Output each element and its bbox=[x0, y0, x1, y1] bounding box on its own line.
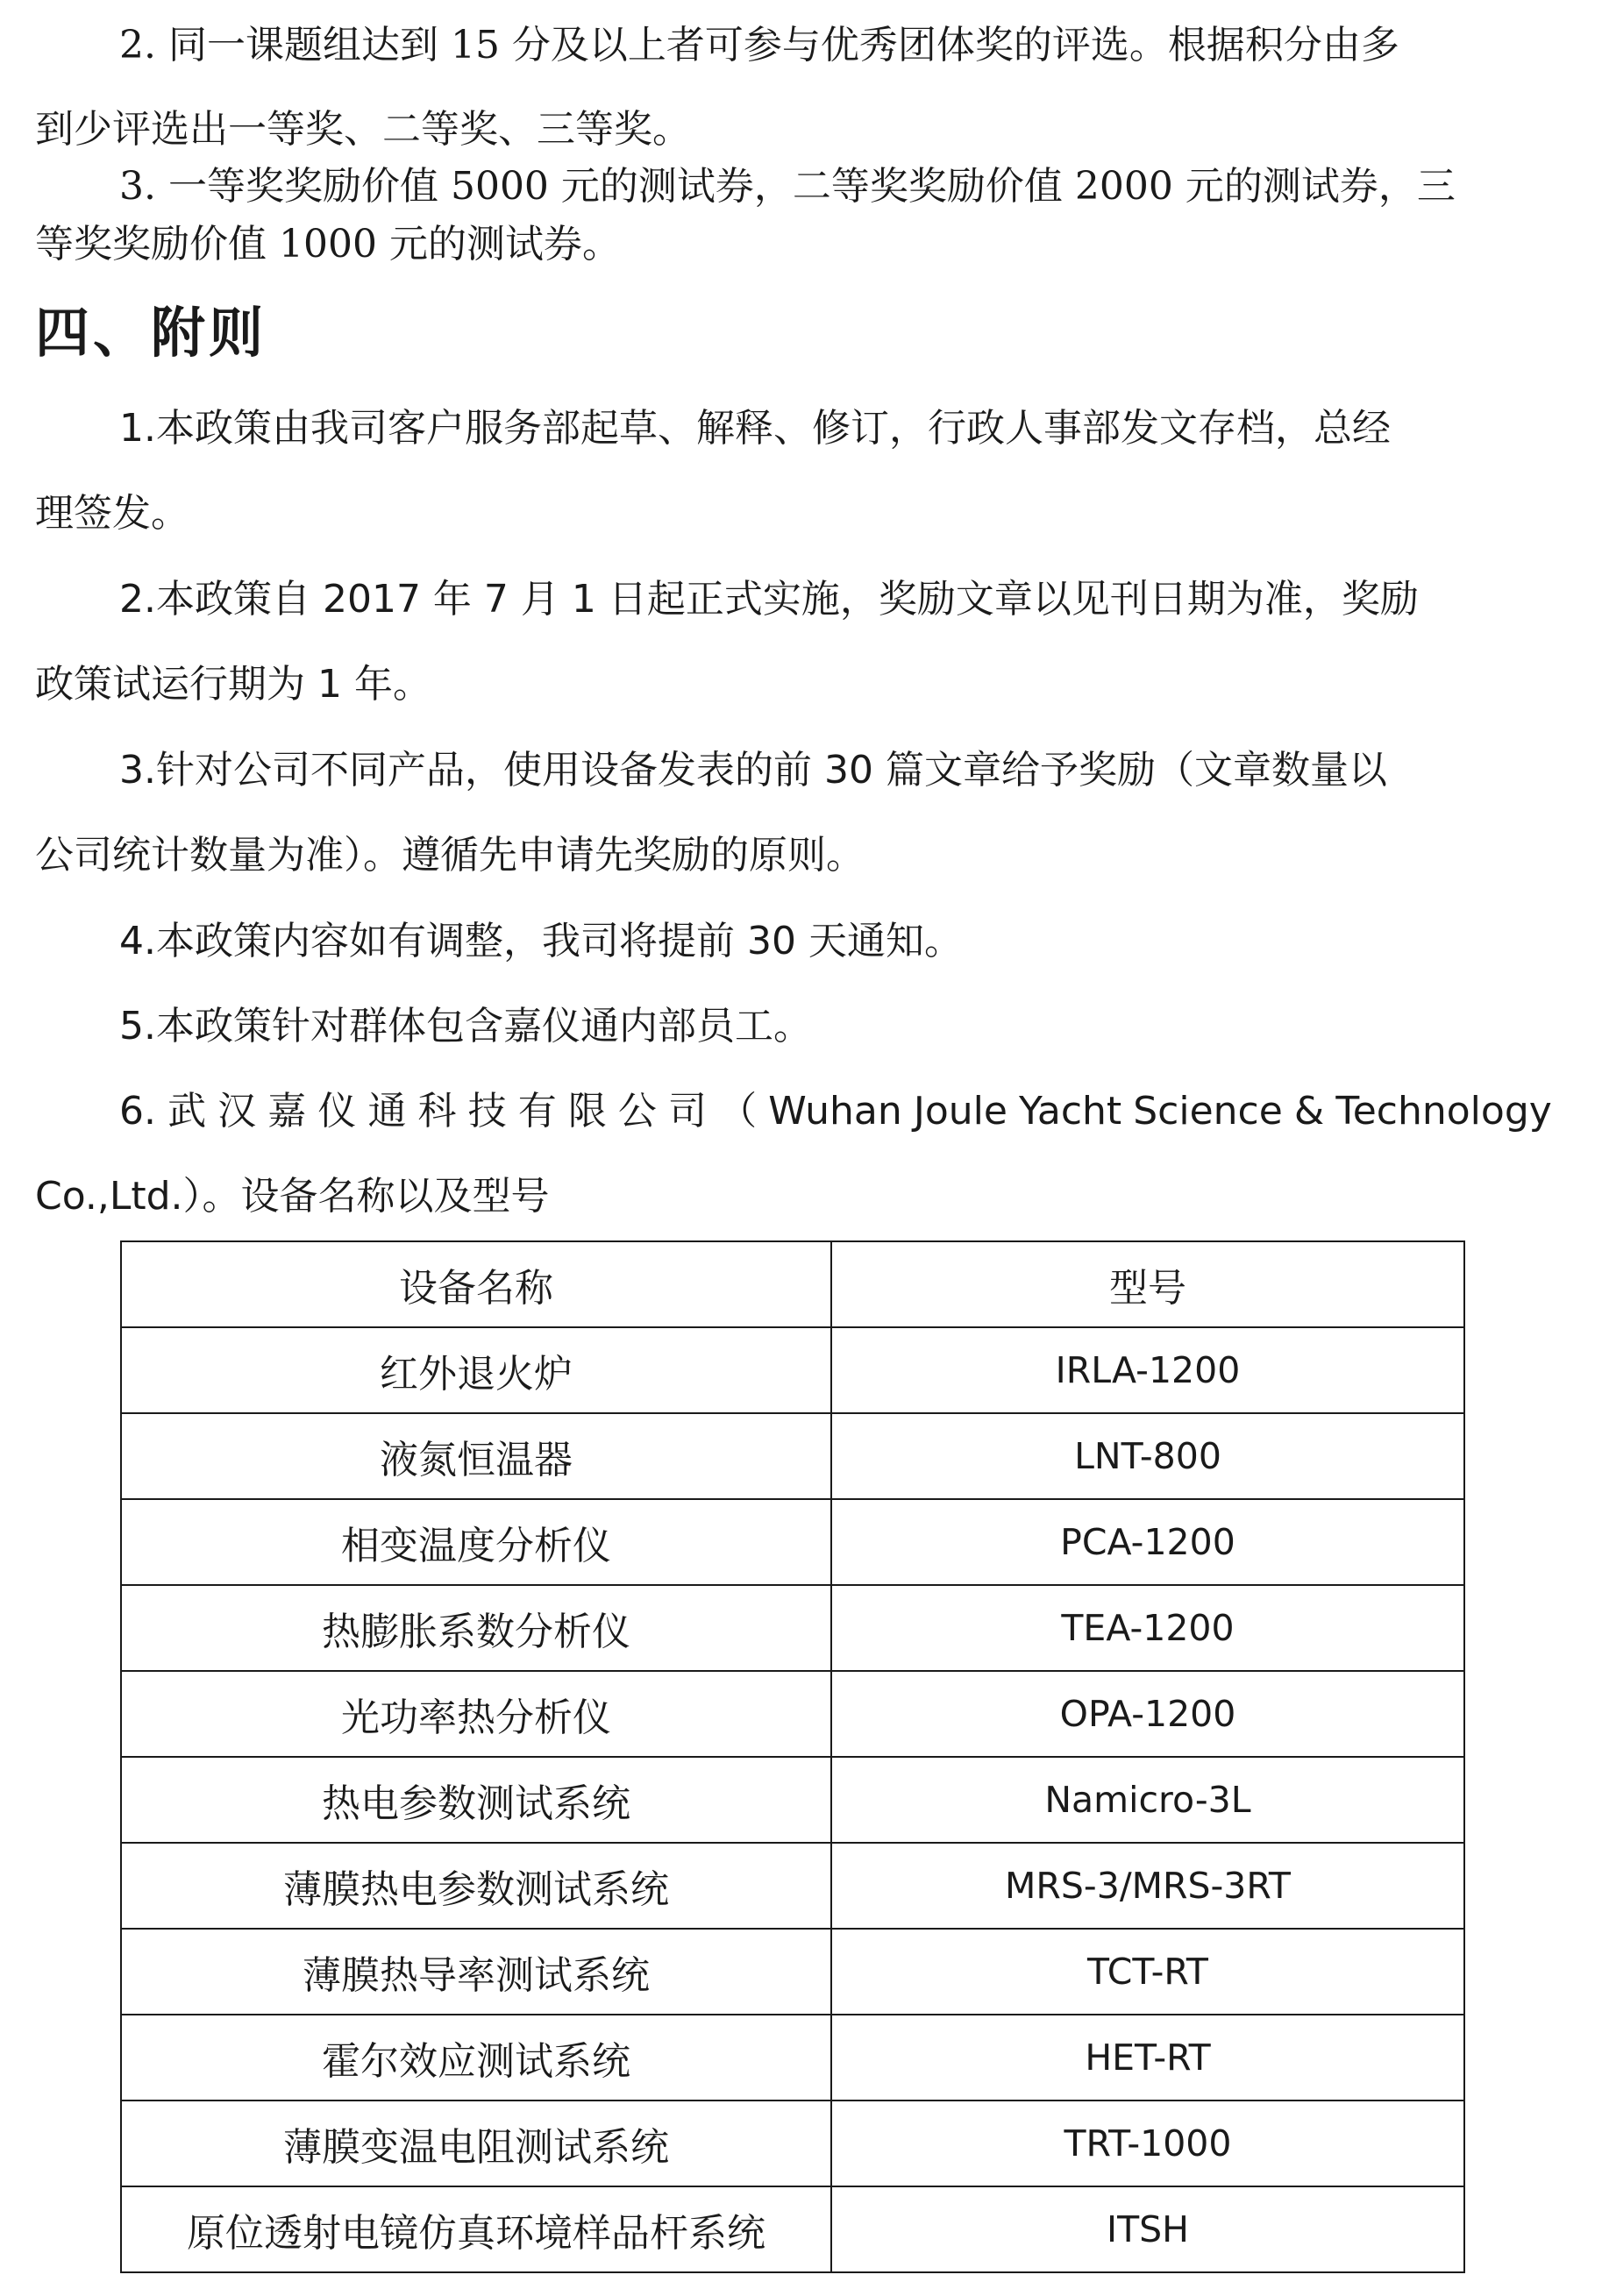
appendix-item-3 bbox=[35, 728, 1552, 898]
company-cn-char: 公 bbox=[617, 1089, 657, 1134]
appendix-item-4-line-1: 4.本政策内容如有调整，我司将提前 30 天通知。 bbox=[119, 919, 963, 963]
equipment-model-cell: OPA-1200 bbox=[831, 1671, 1464, 1757]
appendix-item-5 bbox=[35, 984, 1552, 1069]
award-rule-2-line-2: 到少评选出一等奖、二等奖、三等奖。 bbox=[35, 107, 691, 152]
company-en-word: Yacht bbox=[1019, 1089, 1122, 1134]
equipment-model-cell: HET-RT bbox=[831, 2015, 1464, 2101]
equipment-model-cell: MRS-3/MRS-3RT bbox=[831, 1843, 1464, 1929]
equipment-model-cell: IRLA-1200 bbox=[831, 1327, 1464, 1413]
header-model: 型号 bbox=[831, 1241, 1464, 1327]
equipment-name-cell: 薄膜热电参数测试系统 bbox=[121, 1843, 831, 1929]
section-heading-appendix: 四、附则 bbox=[35, 301, 267, 365]
equipment-model-cell: TEA-1200 bbox=[831, 1585, 1464, 1671]
appendix-item-2 bbox=[35, 557, 1552, 727]
company-en-word: Joule bbox=[913, 1089, 1007, 1134]
company-en-word: Science bbox=[1133, 1089, 1283, 1134]
company-en-word: Wuhan bbox=[768, 1089, 902, 1134]
table-row bbox=[121, 2101, 1464, 2186]
appendix-item-1-line-2: 理签发。 bbox=[35, 491, 189, 536]
equipment-name-cell: 相变温度分析仪 bbox=[121, 1499, 831, 1585]
equipment-name-cell: 霍尔效应测试系统 bbox=[121, 2015, 831, 2101]
equipment-name-cell: 热电参数测试系统 bbox=[121, 1757, 831, 1843]
award-rule-2 bbox=[35, 4, 1552, 172]
company-en-word: Technology bbox=[1335, 1089, 1552, 1134]
appendix-item-4 bbox=[35, 899, 1552, 984]
company-cn-char: 司 bbox=[668, 1089, 708, 1134]
equipment-name-cell: 原位透射电镜仿真环境样品杆系统 bbox=[121, 2186, 831, 2272]
company-cn-char: 武 bbox=[167, 1089, 207, 1134]
paren-open: （ bbox=[718, 1089, 758, 1134]
appendix-item-1 bbox=[35, 386, 1552, 556]
table-row bbox=[121, 1757, 1464, 1843]
table-row bbox=[121, 2186, 1464, 2272]
appendix-item-6-line-2: Co.,Ltd.）。设备名称以及型号 bbox=[35, 1174, 550, 1219]
equipment-model-cell: PCA-1200 bbox=[831, 1499, 1464, 1585]
company-en-word: & bbox=[1293, 1089, 1325, 1134]
equipment-model-cell: ITSH bbox=[831, 2186, 1464, 2272]
company-cn-char: 嘉 bbox=[267, 1089, 307, 1134]
appendix-item-2-line-1: 2.本政策自 2017 年 7 月 1 日起正式实施，奖励文章以见刊日期为准，奖励 bbox=[119, 577, 1419, 622]
equipment-name-cell: 热膨胀系数分析仪 bbox=[121, 1585, 831, 1671]
company-cn-char: 仪 bbox=[317, 1089, 357, 1134]
table-row bbox=[121, 1585, 1464, 1671]
equipment-model-cell: TCT-RT bbox=[831, 1929, 1464, 2015]
table-row bbox=[121, 1499, 1464, 1585]
item-6-number: 6. bbox=[119, 1089, 156, 1134]
award-rule-3 bbox=[35, 158, 1552, 274]
equipment-name-cell: 液氮恒温器 bbox=[121, 1413, 831, 1499]
appendix-item-1-line-1: 1.本政策由我司客户服务部起草、解释、修订，行政人事部发文存档，总经 bbox=[119, 406, 1391, 451]
equipment-model-cell: Namicro-3L bbox=[831, 1757, 1464, 1843]
award-rule-3-line-1: 3. 一等奖奖励价值 5000 元的测试券，二等奖奖励价值 2000 元的测试券，三 bbox=[119, 164, 1456, 209]
table-row bbox=[121, 1327, 1464, 1413]
company-cn-char: 科 bbox=[417, 1089, 457, 1134]
appendix-item-6 bbox=[35, 1069, 1552, 1239]
company-cn-char: 汉 bbox=[217, 1089, 257, 1134]
table-row bbox=[121, 2015, 1464, 2101]
award-rule-2-line-1: 2. 同一课题组达到 15 分及以上者可参与优秀团体奖的评选。根据积分由多 bbox=[119, 23, 1399, 68]
equipment-name-cell: 薄膜变温电阻测试系统 bbox=[121, 2101, 831, 2186]
equipment-model-cell: TRT-1000 bbox=[831, 2101, 1464, 2186]
appendix-item-3-line-1: 3.针对公司不同产品，使用设备发表的前 30 篇文章给予奖励（文章数量以 bbox=[119, 748, 1387, 793]
company-cn-char: 技 bbox=[467, 1089, 507, 1134]
table-row bbox=[121, 1413, 1464, 1499]
equipment-name-cell: 光功率热分析仪 bbox=[121, 1671, 831, 1757]
award-rule-3-line-2: 等奖奖励价值 1000 元的测试券。 bbox=[35, 222, 621, 267]
appendix-item-5-line-1: 5.本政策针对群体包含嘉仪通内部员工。 bbox=[119, 1004, 812, 1048]
equipment-name-cell: 薄膜热导率测试系统 bbox=[121, 1929, 831, 2015]
equipment-table bbox=[120, 1240, 1465, 2273]
table-row bbox=[121, 1843, 1464, 1929]
table-row bbox=[121, 1929, 1464, 2015]
company-cn-char: 有 bbox=[517, 1089, 557, 1134]
equipment-name-cell: 红外退火炉 bbox=[121, 1327, 831, 1413]
appendix-item-2-line-2: 政策试运行期为 1 年。 bbox=[35, 662, 431, 707]
company-cn-char: 限 bbox=[567, 1089, 607, 1134]
appendix-item-3-line-2: 公司统计数量为准）。遵循先申请先奖励的原则。 bbox=[35, 833, 865, 878]
appendix-item-6-line-1 bbox=[35, 1069, 1552, 1154]
equipment-model-cell: LNT-800 bbox=[831, 1413, 1464, 1499]
table-row bbox=[121, 1671, 1464, 1757]
table-header-row bbox=[121, 1241, 1464, 1327]
company-cn-char: 通 bbox=[367, 1089, 407, 1134]
header-equipment-name: 设备名称 bbox=[121, 1241, 831, 1327]
